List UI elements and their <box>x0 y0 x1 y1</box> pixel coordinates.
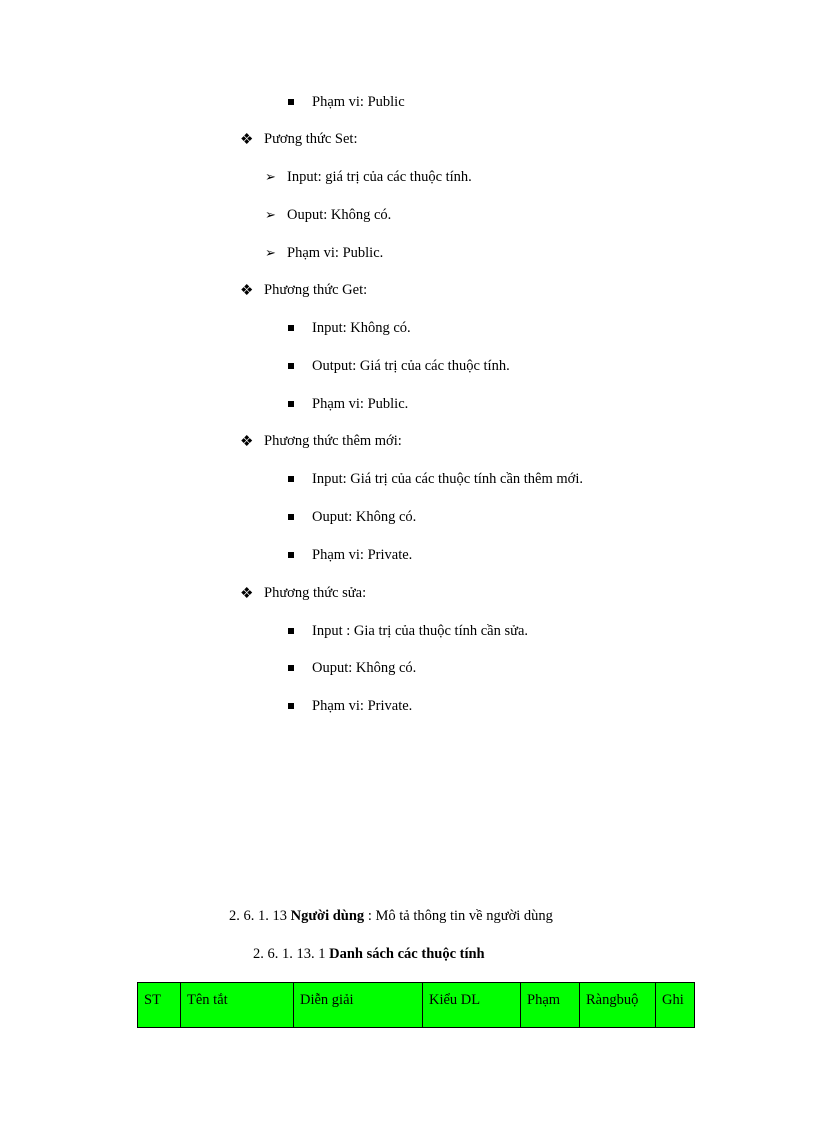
list-item-text: Phạm vi: Public <box>312 93 405 110</box>
square-bullet-icon <box>288 514 294 520</box>
list-item <box>265 167 472 187</box>
square-bullet-icon <box>288 99 294 105</box>
square-bullet-icon <box>288 552 294 558</box>
table-header-cell: Tên tắt <box>181 983 294 1027</box>
list-item-text: Input: giá trị của các thuộc tính. <box>287 168 472 185</box>
list-item <box>288 545 412 565</box>
list-item-text: Phạm vi: Public. <box>287 244 384 261</box>
list-item <box>240 431 402 451</box>
list-item <box>288 92 405 112</box>
diamond-bullet-icon: ❖ <box>240 433 254 450</box>
subsection-heading <box>253 944 485 964</box>
section-number: 2. 6. 1. 13 <box>229 907 287 924</box>
list-item <box>288 658 416 678</box>
table-header-cell: ST <box>138 983 181 1027</box>
square-bullet-icon <box>288 401 294 407</box>
list-item-text: Input : Gia trị của thuộc tính cần sửa. <box>312 622 529 639</box>
list-item-text: Phương thức thêm mới: <box>264 432 402 449</box>
subsection-title: Danh sách các thuộc tính <box>329 945 485 962</box>
section-title: Người dùng <box>290 907 365 924</box>
list-item <box>288 696 412 716</box>
table-header-cell: Ràngbuộ <box>580 983 656 1027</box>
list-item-text: Pương thức Set: <box>264 130 358 147</box>
list-item-text: Input: Giá trị của các thuộc tính cần thêm mới. <box>312 470 583 487</box>
list-item-text: Phương thức sửa: <box>264 584 367 601</box>
list-item <box>265 205 391 225</box>
section-heading <box>229 906 553 926</box>
diamond-bullet-icon: ❖ <box>240 131 254 148</box>
list-item-text: Phạm vi: Private. <box>312 546 413 563</box>
arrow-bullet-icon: ➢ <box>265 245 276 260</box>
attribute-table-header <box>137 982 695 1028</box>
list-item <box>288 356 510 376</box>
table-header-cell: Diễn giải <box>294 983 423 1027</box>
square-bullet-icon <box>288 628 294 634</box>
list-item <box>288 621 528 641</box>
list-item-text: Phương thức Get: <box>264 281 368 298</box>
list-item-text: Phạm vi: Private. <box>312 697 413 714</box>
square-bullet-icon <box>288 703 294 709</box>
arrow-bullet-icon: ➢ <box>265 169 276 184</box>
list-item-text: Input: Không có. <box>312 319 411 336</box>
table-header-cell: Ghi <box>662 992 684 1008</box>
list-item-text: Ouput: Không có. <box>287 206 392 223</box>
subsection-number: 2. 6. 1. 13. 1 <box>253 945 326 962</box>
list-item <box>240 129 357 149</box>
list-item <box>240 280 367 300</box>
arrow-bullet-icon: ➢ <box>265 207 276 222</box>
list-item <box>288 318 411 338</box>
list-item-text: Output: Giá trị của các thuộc tính. <box>312 357 510 374</box>
square-bullet-icon <box>288 363 294 369</box>
list-item <box>265 243 383 263</box>
square-bullet-icon <box>288 665 294 671</box>
section-description: : Mô tả thông tin về người dùng <box>367 907 553 924</box>
list-item-text: Phạm vi: Public. <box>312 395 409 412</box>
square-bullet-icon <box>288 476 294 482</box>
diamond-bullet-icon: ❖ <box>240 585 254 602</box>
list-item <box>288 507 416 527</box>
list-item-text: Ouput: Không có. <box>312 659 417 676</box>
diamond-bullet-icon: ❖ <box>240 282 254 299</box>
list-item <box>240 583 366 603</box>
table-header-cell: Kiểu DL <box>423 983 521 1027</box>
list-item <box>288 394 408 414</box>
table-header-cell: Phạm <box>521 983 580 1027</box>
list-item-text: Ouput: Không có. <box>312 508 417 525</box>
square-bullet-icon <box>288 325 294 331</box>
list-item <box>288 469 583 489</box>
